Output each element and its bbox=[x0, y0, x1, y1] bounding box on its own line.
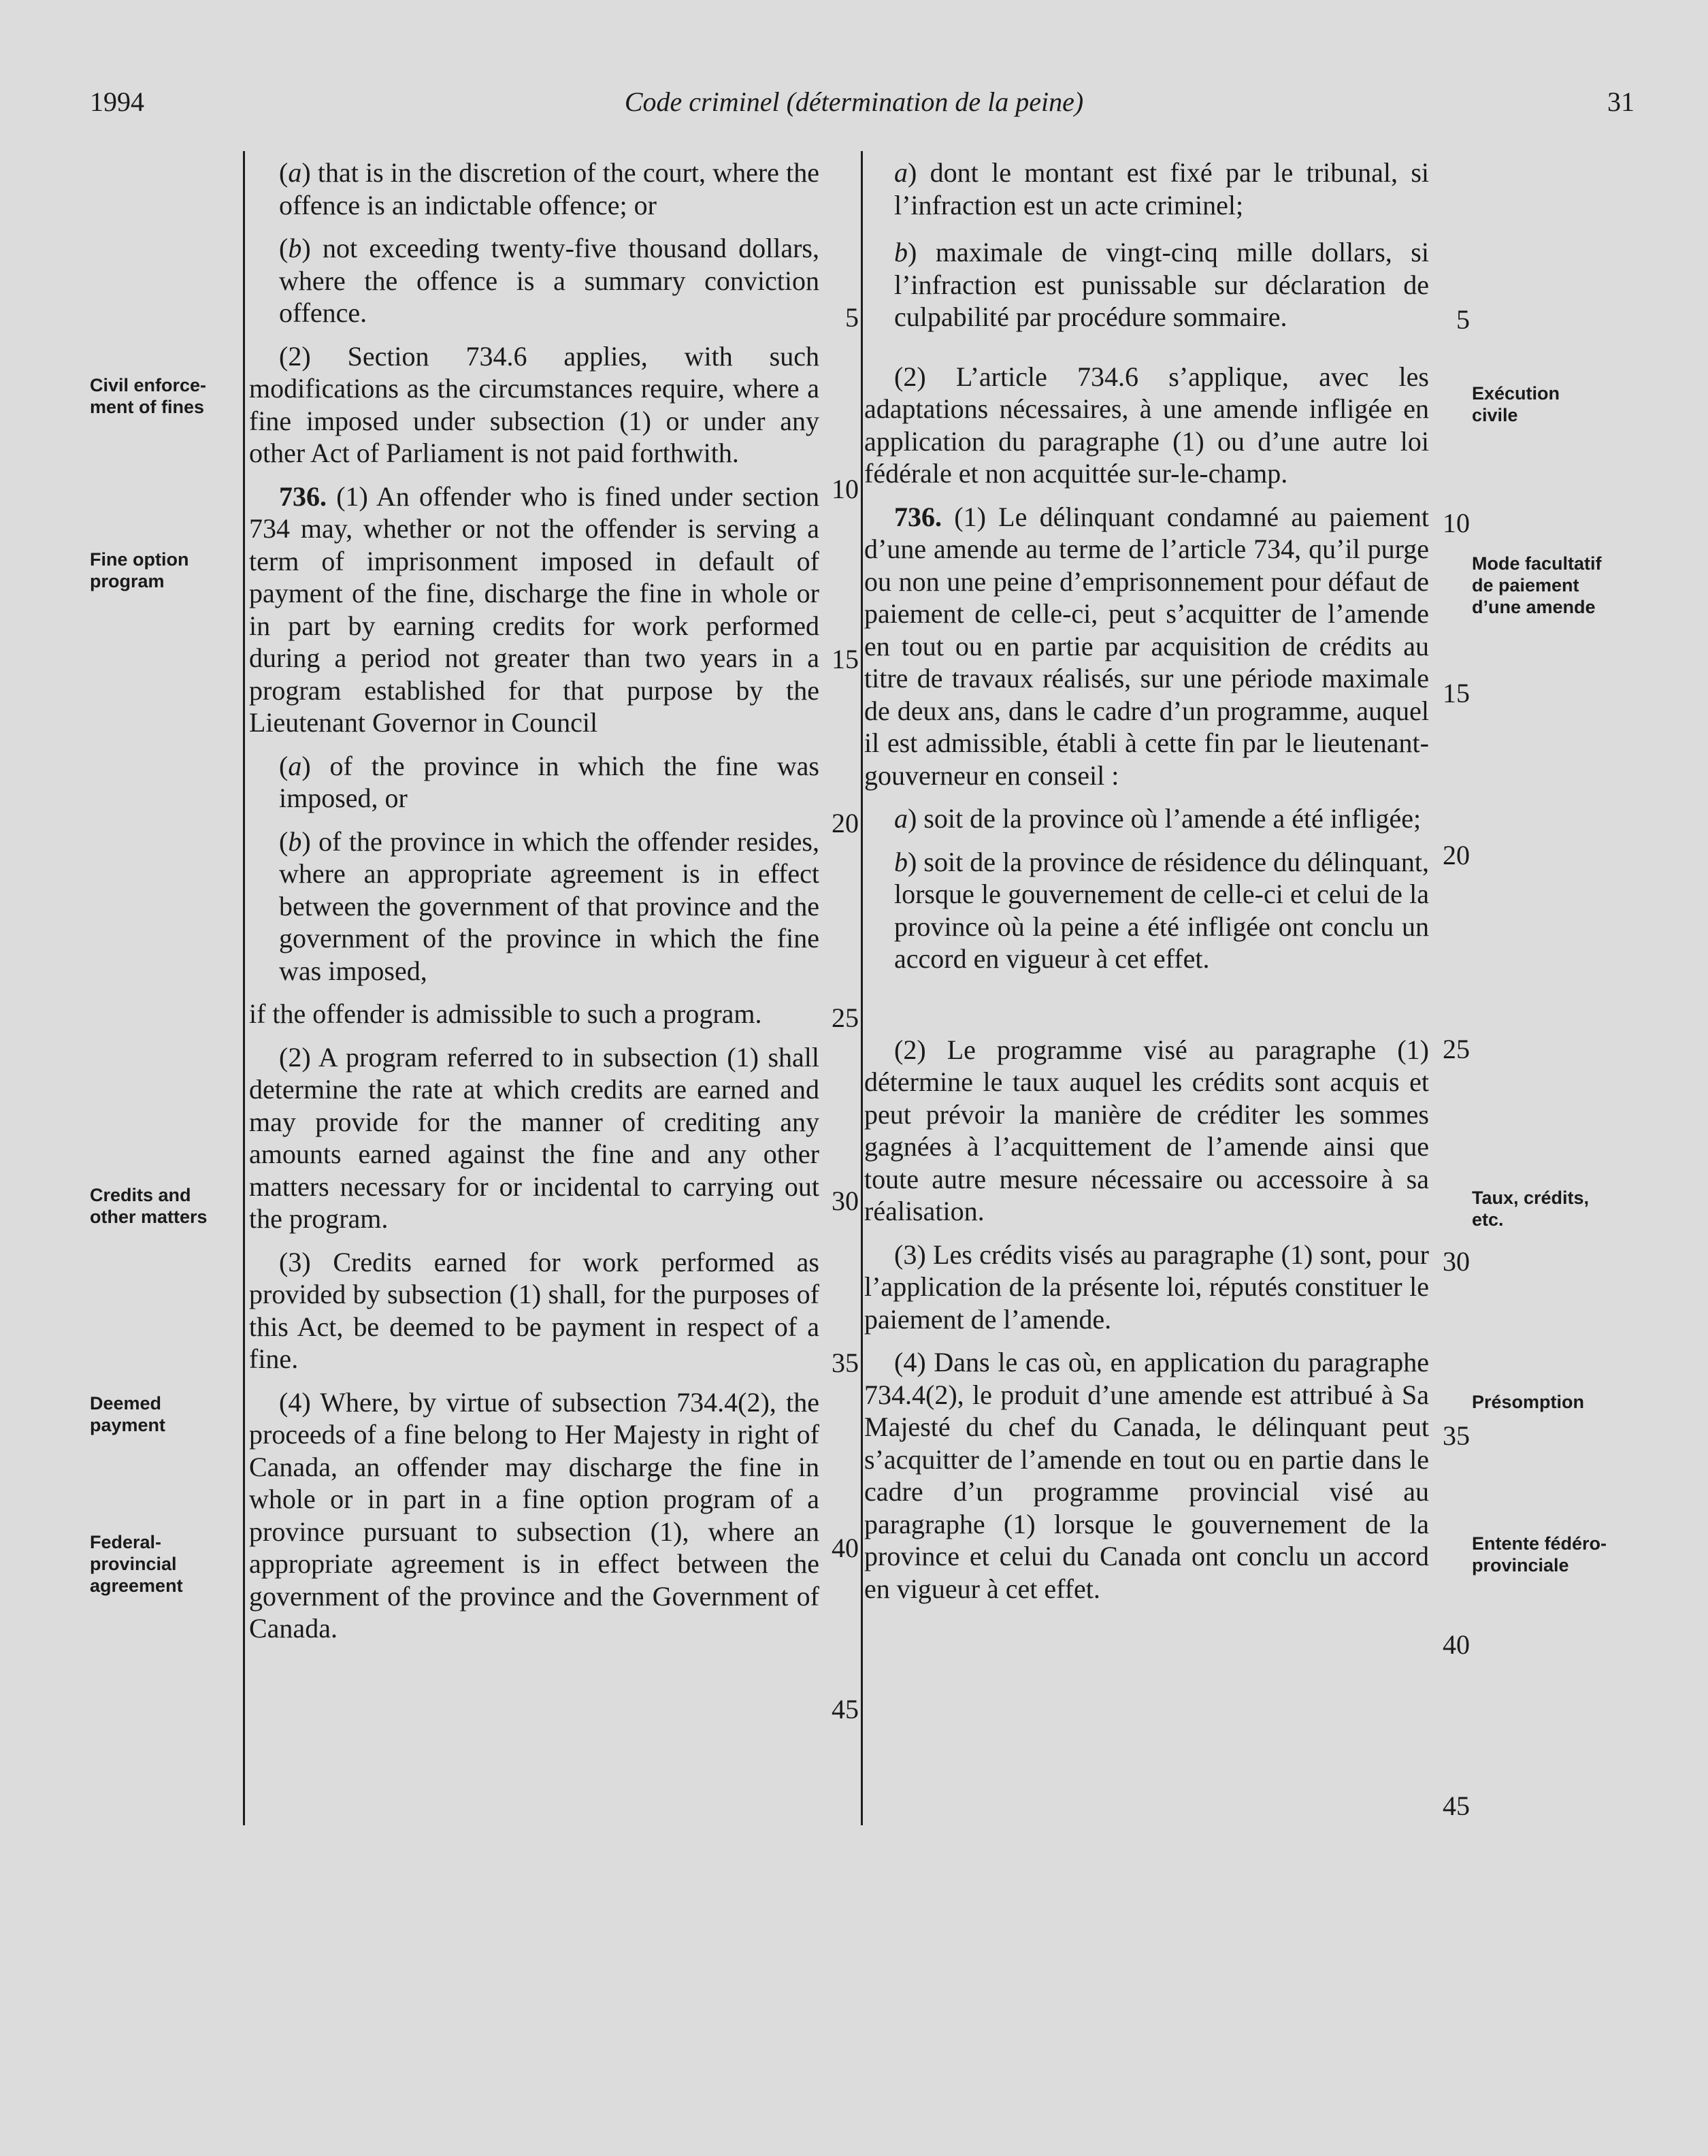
fr-736-paragraph-b: b) soit de la province de résidence du délinquant, lorsque le gouvernement de celle-ci et celui de la province où la peine a été infligée ont conclu un accord en vigueur à cet effet. bbox=[894, 846, 1429, 974]
fr-section-736-2: (2) Le programme visé au paragraphe (1) détermine le taux auquel les crédits sont acquis et peut prévoir la manière de créditer les sommes gagnées à l’acquittement de l’amende ainsi que toute autre mesure nécessaire ou accessoire à sa réalisation. bbox=[864, 1034, 1429, 1226]
en-section-736-1: 736. (1) An offender who is fined under section 734 may, whether or not the offender is serving a term of imprisonment imposed in default of payment of the fine, discharge the fine in whole or in part by earning credits for work performed during a period not greater than two years in a program established for that purpose by the Lieutenant Governor in Council bbox=[249, 480, 820, 738]
margin-note-fine-option-program: Fine option program bbox=[90, 549, 189, 591]
fr-line-number: 30 bbox=[1443, 1246, 1470, 1277]
en-line-number: 40 bbox=[832, 1533, 859, 1563]
margin-note-federal-provincial: Federal- provincial agreement bbox=[90, 1532, 183, 1596]
margin-note-mode-facultatif: Mode facultatif de paiement d’une amende bbox=[1472, 553, 1602, 617]
fr-line-number: 45 bbox=[1443, 1791, 1470, 1821]
margin-note-credits: Credits and other matters bbox=[90, 1185, 208, 1227]
en-line-number: 10 bbox=[832, 474, 859, 504]
en-line-number: 5 bbox=[845, 302, 859, 333]
fr-line-number: 20 bbox=[1443, 840, 1470, 870]
header-title: Code criminel (détermination de la peine) bbox=[624, 86, 1084, 117]
header-year: 1994 bbox=[90, 86, 144, 117]
en-line-number: 35 bbox=[832, 1348, 859, 1378]
fr-line-number: 25 bbox=[1443, 1034, 1470, 1064]
fr-line-number: 15 bbox=[1443, 678, 1470, 708]
margin-note-deemed-payment: Deemed payment bbox=[90, 1393, 166, 1435]
en-section-736-3: (3) Credits earned for work performed as provided by subsection (1) shall, for the purposes of this Act, be deemed to be payment in respect of a fine. bbox=[249, 1246, 819, 1374]
en-section-736-2: (2) A program referred to in subsection (1) shall determine the rate at which credits are earned and may provide for the manner of crediting any amounts earned against the fine and any other matters necessary for or incidental to carrying out the program. bbox=[249, 1041, 819, 1234]
margin-note-taux-credits: Taux, crédits, etc. bbox=[1472, 1188, 1590, 1230]
fr-subsection-2: (2) L’article 734.6 s’applique, avec les adaptations nécessaires, à une amende infligée en application du paragraphe (1) ou d’une autre loi fédérale et non acquittée sur-le-champ. bbox=[864, 361, 1429, 489]
fr-736-paragraph-a: a) soit de la province où l’amende a été infligée; bbox=[894, 803, 1422, 834]
en-line-number: 20 bbox=[832, 808, 859, 838]
en-line-number: 15 bbox=[832, 644, 859, 674]
fr-line-number: 10 bbox=[1443, 508, 1470, 538]
en-736-paragraph-b: (b) of the province in which the offender resides, where an appropriate agreement is in effect between the government of that province and the government of the province in which the fine was imposed, bbox=[279, 826, 819, 986]
en-line-number: 30 bbox=[832, 1186, 859, 1216]
en-paragraph-b: (b) not exceeding twenty-five thousand dollars, where the offence is a summary conviction offence. bbox=[279, 233, 819, 328]
page-number: 31 bbox=[1607, 86, 1635, 117]
fr-line-number: 35 bbox=[1443, 1420, 1470, 1451]
fr-paragraph-b: b) maximale de vingt-cinq mille dollars, si l’infraction est punissable sur déclaration de culpabilité par procédure sommaire. bbox=[894, 237, 1429, 332]
en-736-paragraph-a: (a) of the province in which the fine was imposed, or bbox=[279, 750, 819, 813]
english-column bbox=[249, 157, 819, 1656]
fr-section-736-3: (3) Les crédits visés au paragraphe (1) sont, pour l’application de la présente loi, réputés constituer le paiement de l’amende. bbox=[864, 1239, 1429, 1335]
en-subsection-2: (2) Section 734.6 applies, with such modifications as the circumstances require, where a fine imposed under subsection (1) or under any other Act of Parliament is not paid forthwith. bbox=[249, 340, 819, 468]
en-line-number: 25 bbox=[832, 1002, 859, 1033]
fr-paragraph-a: a) dont le montant est fixé par le tribunal, si l’infraction est un acte criminel; bbox=[894, 157, 1429, 220]
center-column-rule bbox=[861, 151, 863, 1825]
margin-note-entente: Entente fédéro- provinciale bbox=[1472, 1533, 1607, 1575]
en-736-tail: if the offender is admissible to such a program. bbox=[249, 998, 762, 1029]
fr-line-number: 40 bbox=[1443, 1629, 1470, 1660]
french-column bbox=[864, 157, 1429, 1616]
margin-note-execution-civile: Exécution civile bbox=[1472, 383, 1560, 425]
fr-section-736-4: (4) Dans le cas où, en application du paragraphe 734.4(2), le produit d’une amende est attribué à Sa Majesté du chef du Canada, le délinquant peut s’acquitter de l’amende en tout ou en partie dans le cadre d’un programme provincial visé au paragraphe (1) lorsque le gouvernement de la province et celui du Canada ont conclu un accord en vigueur à cet effet. bbox=[864, 1347, 1429, 1604]
margin-note-presomption: Présomption bbox=[1472, 1392, 1585, 1412]
en-paragraph-a: (a) that is in the discretion of the court, where the offence is an indictable offence; or bbox=[279, 157, 819, 220]
fr-section-736-1: 736. (1) Le délinquant condamné au paiement d’une amende au terme de l’article 734, qu’il purge ou non une peine d’emprisonnement pour défaut de paiement de celle-ci, peut s’acquitter de l’amende en tout ou en partie par acquisition de crédits au titre de travaux réalisés, sur une période maximale de deux ans, dans le cadre d’un programme, auquel il est admissible, établi à cette fin par le lieutenant-gouverneur en conseil : bbox=[864, 501, 1429, 791]
en-line-number: 45 bbox=[832, 1694, 859, 1725]
left-column-rule bbox=[243, 151, 245, 1825]
fr-line-number: 5 bbox=[1456, 304, 1470, 335]
en-section-736-4: (4) Where, by virtue of subsection 734.4(2), the proceeds of a fine belong to Her Majesty in right of Canada, an offender may discharge the fine in whole or in part in a fine option program of a province pursuant to subsection (1), where an appropriate agreement is in effect between the government of the province and the Government of Canada. bbox=[249, 1386, 819, 1644]
margin-note-civil-enforcement: Civil enforce- ment of fines bbox=[90, 375, 207, 417]
